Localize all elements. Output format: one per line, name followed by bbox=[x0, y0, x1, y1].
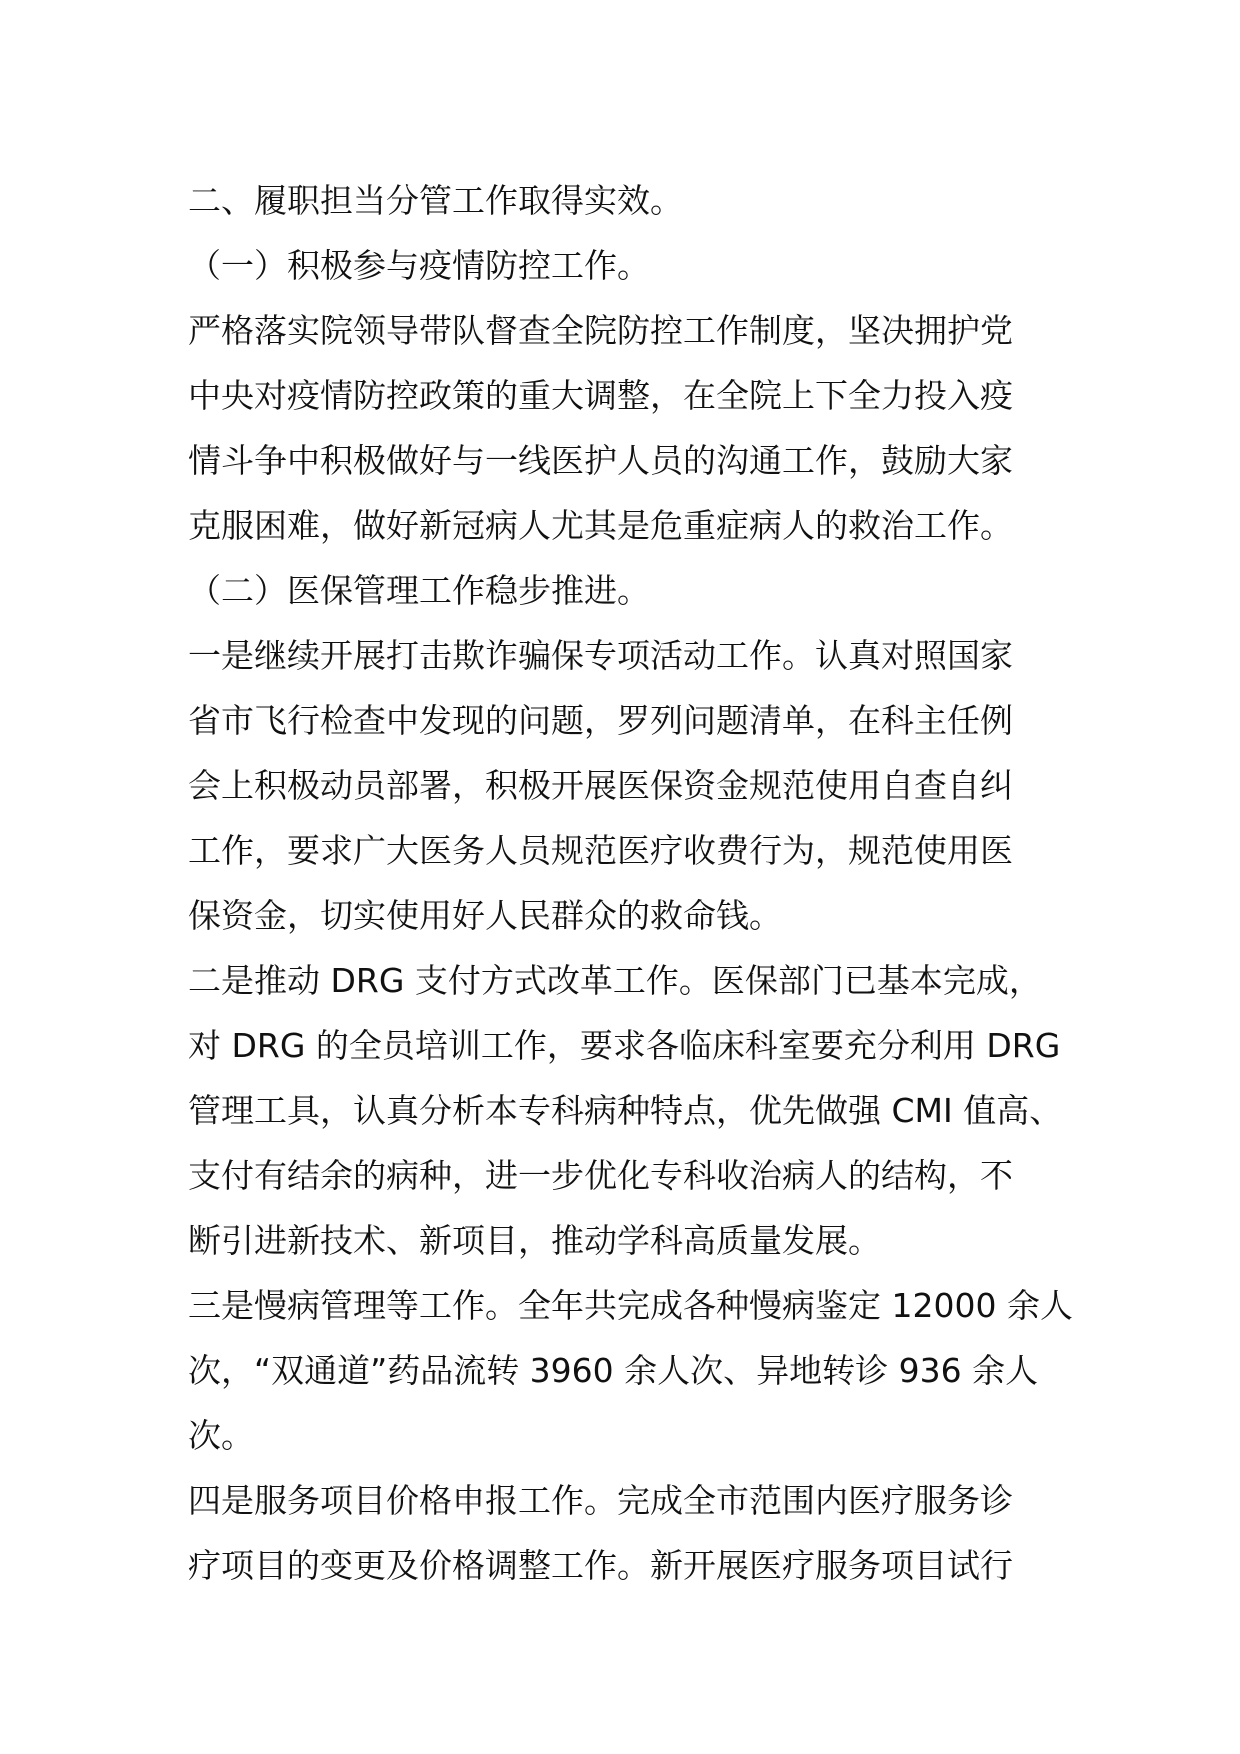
paragraph-line: 三是慢病管理等工作。全年共完成各种慢病鉴定 12000 余人 bbox=[188, 1286, 1073, 1325]
paragraph-line: 对 DRG 的全员培训工作，要求各临床科室要充分利用 DRG bbox=[188, 1026, 1061, 1065]
paragraph-line: 中央对疫情防控政策的重大调整，在全院上下全力投入疫 bbox=[188, 376, 1013, 415]
document-body bbox=[188, 168, 1073, 1598]
paragraph-line: 疗项目的变更及价格调整工作。新开展医疗服务项目试行 bbox=[188, 1546, 1013, 1585]
paragraph-line: 一是继续开展打击欺诈骗保专项活动工作。认真对照国家 bbox=[188, 636, 1013, 675]
paragraph-line: 次。 bbox=[188, 1416, 254, 1455]
subsection-heading-2: （二）医保管理工作稳步推进。 bbox=[188, 571, 650, 610]
subsection-heading-1: （一）积极参与疫情防控工作。 bbox=[188, 246, 650, 285]
section-heading: 二、履职担当分管工作取得实效。 bbox=[188, 181, 683, 220]
paragraph-line: 次，“双通道”药品流转 3960 余人次、异地转诊 936 余人 bbox=[188, 1351, 1039, 1390]
paragraph-line: 支付有结余的病种，进一步优化专科收治病人的结构，不 bbox=[188, 1156, 1013, 1195]
paragraph-line: 保资金，切实使用好人民群众的救命钱。 bbox=[188, 896, 782, 935]
paragraph-line: 情斗争中积极做好与一线医护人员的沟通工作，鼓励大家 bbox=[188, 441, 1013, 480]
paragraph-line: 二是推动 DRG 支付方式改革工作。医保部门已基本完成， bbox=[188, 961, 1042, 1000]
paragraph-line: 省市飞行检查中发现的问题，罗列问题清单，在科主任例 bbox=[188, 701, 1013, 740]
paragraph-line: 克服困难，做好新冠病人尤其是危重症病人的救治工作。 bbox=[188, 506, 1013, 545]
paragraph-line: 会上积极动员部署，积极开展医保资金规范使用自查自纠 bbox=[188, 766, 1013, 805]
paragraph-line: 管理工具，认真分析本专科病种特点，优先做强 CMI 值高、 bbox=[188, 1091, 1063, 1130]
paragraph-line: 严格落实院领导带队督查全院防控工作制度，坚决拥护党 bbox=[188, 311, 1013, 350]
paragraph-line: 四是服务项目价格申报工作。完成全市范围内医疗服务诊 bbox=[188, 1481, 1013, 1520]
paragraph-line: 断引进新技术、新项目，推动学科高质量发展。 bbox=[188, 1221, 881, 1260]
paragraph-line: 工作，要求广大医务人员规范医疗收费行为，规范使用医 bbox=[188, 831, 1013, 870]
